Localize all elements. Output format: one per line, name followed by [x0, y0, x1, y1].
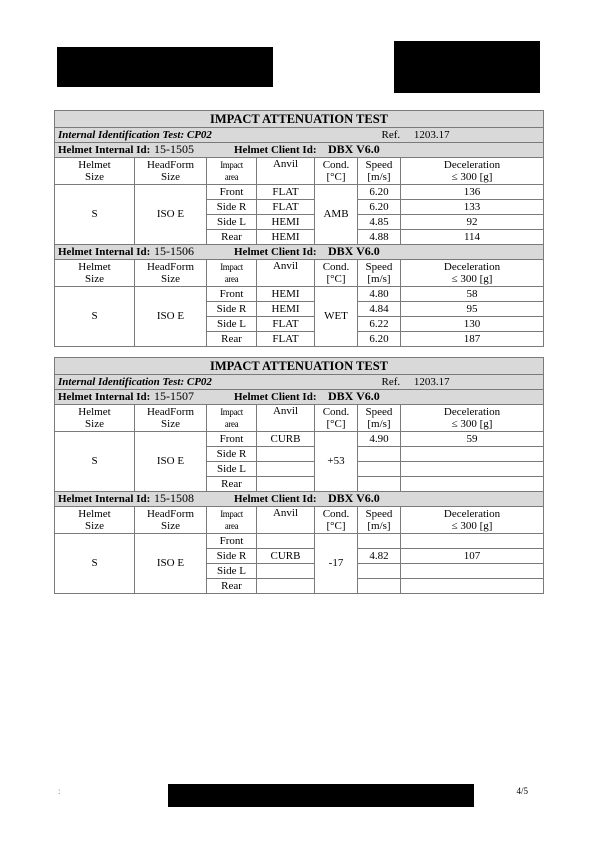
col-header-size: Helmet Size [55, 405, 135, 432]
col-header-size: Helmet Size [55, 260, 135, 287]
col-header-size: Helmet Size [55, 507, 135, 534]
col-header-size: Helmet Size [55, 158, 135, 185]
table-title: IMPACT ATTENUATION TEST [55, 111, 544, 128]
col-header-speed: Speed [m/s] [358, 158, 401, 185]
impact-area: Side L [207, 462, 257, 477]
speed: 4.84 [358, 302, 401, 317]
internal-id-value: 15-1505 [154, 142, 194, 156]
speed: 6.20 [358, 200, 401, 215]
client-id-label: Helmet Client Id: [234, 246, 317, 258]
deceleration: 59 [401, 432, 544, 447]
internal-identification: Internal Identification Test: CP02 [55, 375, 358, 390]
impact-area: Front [207, 287, 257, 302]
speed [358, 564, 401, 579]
impact-area: Side L [207, 215, 257, 230]
headform-size: ISO E [135, 185, 207, 245]
anvil [257, 534, 315, 549]
table-row [55, 534, 544, 549]
client-id-value: DBX V6.0 [328, 244, 380, 258]
col-header-impact-area: Impact area [207, 507, 257, 534]
anvil: FLAT [257, 317, 315, 332]
anvil: CURB [257, 432, 315, 447]
helmet-size: S [55, 287, 135, 347]
deceleration [401, 462, 544, 477]
ref-value: 1203.17 [413, 375, 450, 388]
internal-id-label: Helmet Internal Id: [58, 144, 151, 156]
deceleration [401, 534, 544, 549]
impact-area: Side R [207, 549, 257, 564]
deceleration: 114 [401, 230, 544, 245]
client-id-label: Helmet Client Id: [234, 493, 317, 505]
helmet-size: S [55, 534, 135, 594]
speed: 6.20 [358, 332, 401, 347]
col-header-cond: Cond. [°C] [315, 405, 358, 432]
col-header-headform: HeadForm Size [135, 507, 207, 534]
col-header-speed: Speed [m/s] [358, 507, 401, 534]
redacted-header-left [57, 47, 273, 87]
col-header-deceleration: Deceleration ≤ 300 [g] [401, 158, 544, 185]
client-id-value: DBX V6.0 [328, 491, 380, 505]
anvil [257, 579, 315, 594]
page-number: 4/5 [516, 786, 528, 796]
col-header-speed: Speed [m/s] [358, 405, 401, 432]
col-header-anvil: Anvil [257, 405, 315, 432]
col-header-impact-area: Impact area [207, 260, 257, 287]
internal-id-label: Helmet Internal Id: [58, 391, 151, 403]
helmet-size: S [55, 432, 135, 492]
speed: 4.80 [358, 287, 401, 302]
col-header-impact-area: Impact area [207, 405, 257, 432]
anvil: HEMI [257, 215, 315, 230]
anvil: FLAT [257, 185, 315, 200]
speed [358, 579, 401, 594]
impact-test-table [54, 110, 544, 347]
col-header-cond: Cond. [°C] [315, 507, 358, 534]
internal-id-label: Helmet Internal Id: [58, 493, 151, 505]
col-header-anvil: Anvil [257, 260, 315, 287]
helmet-id-row [55, 245, 544, 260]
internal-identification: Internal Identification Test: CP02 [55, 128, 358, 143]
table-row [55, 185, 544, 200]
internal-id-value: 15-1507 [154, 389, 194, 403]
col-header-deceleration: Deceleration ≤ 300 [g] [401, 405, 544, 432]
speed: 4.90 [358, 432, 401, 447]
col-header-anvil: Anvil [257, 507, 315, 534]
speed [358, 477, 401, 492]
table-row [55, 287, 544, 302]
ref-label: Ref. [381, 128, 401, 141]
client-id-label: Helmet Client Id: [234, 144, 317, 156]
table-title: IMPACT ATTENUATION TEST [55, 358, 544, 375]
helmet-id-row [55, 492, 544, 507]
col-header-anvil: Anvil [257, 158, 315, 185]
helmet-id-row [55, 390, 544, 405]
ref-cell [358, 128, 544, 143]
client-id-label: Helmet Client Id: [234, 391, 317, 403]
anvil [257, 462, 315, 477]
condition: AMB [315, 185, 358, 245]
impact-area: Rear [207, 230, 257, 245]
deceleration: 92 [401, 215, 544, 230]
internal-id-value: 15-1506 [154, 244, 194, 258]
anvil [257, 477, 315, 492]
deceleration: 58 [401, 287, 544, 302]
deceleration: 187 [401, 332, 544, 347]
impact-area: Front [207, 534, 257, 549]
deceleration: 95 [401, 302, 544, 317]
ref-cell [358, 375, 544, 390]
impact-area: Front [207, 432, 257, 447]
deceleration: 107 [401, 549, 544, 564]
col-header-deceleration: Deceleration ≤ 300 [g] [401, 507, 544, 534]
table-row [55, 432, 544, 447]
speed: 4.88 [358, 230, 401, 245]
speed: 4.82 [358, 549, 401, 564]
redacted-footer [168, 784, 474, 807]
impact-area: Rear [207, 477, 257, 492]
col-header-headform: HeadForm Size [135, 260, 207, 287]
internal-id-label: Helmet Internal Id: [58, 246, 151, 258]
col-header-cond: Cond. [°C] [315, 260, 358, 287]
col-header-headform: HeadForm Size [135, 405, 207, 432]
speed: 6.22 [358, 317, 401, 332]
helmet-id-row [55, 143, 544, 158]
deceleration [401, 447, 544, 462]
anvil: HEMI [257, 302, 315, 317]
deceleration: 130 [401, 317, 544, 332]
anvil [257, 564, 315, 579]
deceleration: 136 [401, 185, 544, 200]
ref-value: 1203.17 [413, 128, 450, 141]
col-header-deceleration: Deceleration ≤ 300 [g] [401, 260, 544, 287]
footer-mark: : [58, 786, 61, 796]
impact-area: Rear [207, 332, 257, 347]
anvil: HEMI [257, 230, 315, 245]
speed [358, 462, 401, 477]
anvil: FLAT [257, 200, 315, 215]
col-header-impact-area: Impact area [207, 158, 257, 185]
anvil [257, 447, 315, 462]
impact-area: Side R [207, 447, 257, 462]
condition: -17 [315, 534, 358, 594]
client-id-value: DBX V6.0 [328, 389, 380, 403]
speed: 4.85 [358, 215, 401, 230]
anvil: FLAT [257, 332, 315, 347]
col-header-speed: Speed [m/s] [358, 260, 401, 287]
condition: +53 [315, 432, 358, 492]
deceleration: 133 [401, 200, 544, 215]
helmet-size: S [55, 185, 135, 245]
impact-test-table [54, 357, 544, 594]
condition: WET [315, 287, 358, 347]
impact-area: Side R [207, 302, 257, 317]
client-id-value: DBX V6.0 [328, 142, 380, 156]
col-header-headform: HeadForm Size [135, 158, 207, 185]
headform-size: ISO E [135, 432, 207, 492]
speed [358, 447, 401, 462]
speed [358, 534, 401, 549]
redacted-header-right [394, 41, 540, 93]
anvil: HEMI [257, 287, 315, 302]
deceleration [401, 477, 544, 492]
impact-area: Side L [207, 564, 257, 579]
deceleration [401, 564, 544, 579]
ref-label: Ref. [381, 375, 401, 388]
col-header-cond: Cond. [°C] [315, 158, 358, 185]
headform-size: ISO E [135, 534, 207, 594]
impact-area: Side R [207, 200, 257, 215]
internal-id-value: 15-1508 [154, 491, 194, 505]
impact-area: Side L [207, 317, 257, 332]
impact-area: Rear [207, 579, 257, 594]
speed: 6.20 [358, 185, 401, 200]
anvil: CURB [257, 549, 315, 564]
deceleration [401, 579, 544, 594]
headform-size: ISO E [135, 287, 207, 347]
impact-area: Front [207, 185, 257, 200]
